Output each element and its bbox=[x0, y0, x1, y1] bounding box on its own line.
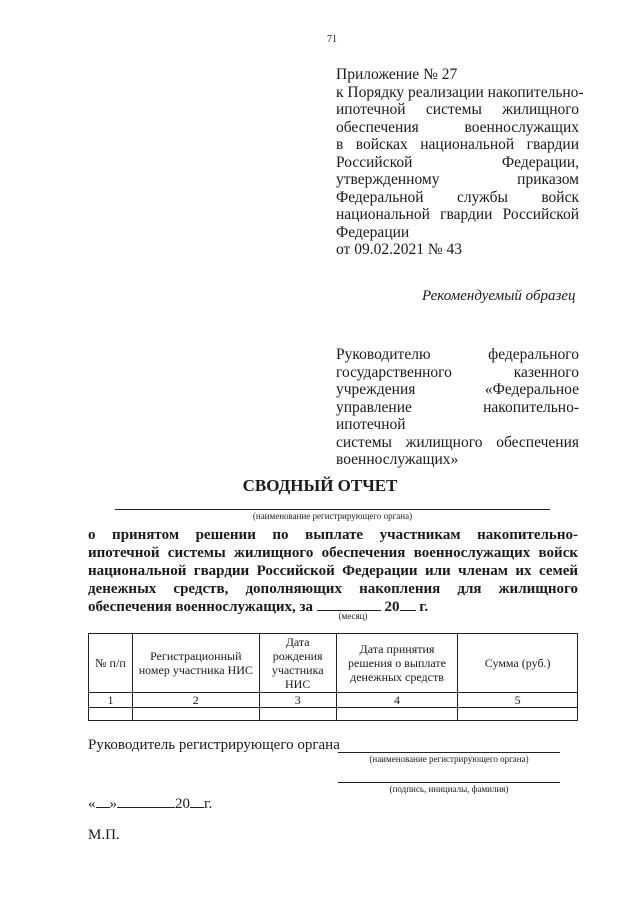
table-cell bbox=[89, 708, 133, 721]
signature-date bbox=[88, 795, 212, 813]
column-number: 5 bbox=[458, 693, 578, 708]
column-number-row bbox=[89, 693, 578, 708]
year-blank bbox=[400, 598, 416, 611]
document-title: СВОДНЫЙ ОТЧЕТ bbox=[242, 476, 398, 495]
organ-name-caption: (наименование регистрирующего органа) bbox=[252, 511, 413, 521]
appendix-line: Федеральной службы войск bbox=[336, 188, 579, 206]
column-header: Сумма (руб.) bbox=[458, 634, 578, 693]
recommended-sample-label: Рекомендуемый образец bbox=[422, 288, 576, 304]
appendix-line: к Порядку реализации накопительно- bbox=[336, 83, 584, 101]
signature-line bbox=[338, 782, 560, 783]
table-cell bbox=[458, 708, 578, 721]
year-prefix: 20 bbox=[384, 599, 400, 615]
column-header: Дата рождения участника НИС bbox=[259, 634, 336, 693]
date-year-blank bbox=[190, 795, 204, 808]
appendix-line: в войсках национальной гвардии bbox=[336, 136, 579, 153]
date-suffix: г. bbox=[204, 796, 213, 812]
table-row bbox=[89, 708, 578, 721]
column-header: Регистрационный номер участника НИС bbox=[132, 634, 259, 693]
page-number: 71 bbox=[327, 34, 337, 45]
subject-line: денежных средств, дополняющих накопления для жилищного bbox=[88, 581, 578, 597]
addressee-line: управление накопительно-ипотечной bbox=[336, 398, 579, 433]
appendix-line: утвержденному приказом bbox=[336, 171, 579, 188]
appendix-line: национальной гвардии Российской bbox=[336, 206, 579, 223]
month-blank bbox=[317, 598, 381, 611]
appendix-line: Приложение № 27 bbox=[336, 66, 458, 83]
head-label: Руководитель регистрирующего органа bbox=[88, 737, 340, 753]
appendix-line: Российской Федерации, bbox=[336, 153, 579, 171]
subject-last-line: обеспечения военнослужащих, за bbox=[88, 599, 314, 615]
addressee-line: учреждения «Федеральное bbox=[336, 381, 579, 398]
addressee-line: системы жилищного обеспечения bbox=[336, 433, 579, 451]
addressee-block bbox=[336, 346, 579, 469]
date-quote-open: « bbox=[88, 796, 96, 812]
appendix-block bbox=[336, 66, 584, 259]
report-subject bbox=[88, 526, 578, 616]
column-number: 1 bbox=[89, 693, 133, 708]
column-header: № п/п bbox=[89, 634, 133, 693]
column-header: Дата принятия решения о выплате денежных средств bbox=[336, 634, 458, 693]
table-cell bbox=[259, 708, 336, 721]
addressee-line: Руководителю федерального bbox=[336, 346, 579, 363]
month-blank bbox=[117, 795, 175, 808]
table-header-row bbox=[89, 634, 578, 693]
day-blank bbox=[96, 795, 110, 808]
appendix-line: от 09.02.2021 № 43 bbox=[336, 241, 462, 258]
table-cell bbox=[132, 708, 259, 721]
addressee-line: государственного казенного bbox=[336, 363, 579, 381]
year-suffix: г. bbox=[419, 599, 429, 615]
column-number: 3 bbox=[259, 693, 336, 708]
signature-caption: (подпись, инициалы, фамилия) bbox=[389, 784, 509, 794]
month-caption: (месяц) bbox=[338, 611, 368, 621]
subject-line: ипотечной системы жилищного обеспечения военнослужащих войск bbox=[88, 545, 578, 561]
head-organ-caption: (наименование регистрирующего органа) bbox=[369, 754, 529, 764]
appendix-line: ипотечной системы жилищного bbox=[336, 101, 579, 118]
report-table bbox=[88, 633, 578, 721]
stamp-place: М.П. bbox=[88, 827, 120, 843]
addressee-line: военнослужащих» bbox=[336, 451, 459, 468]
column-number: 2 bbox=[132, 693, 259, 708]
subject-line: о принятом решении по выплате участникам накопительно- bbox=[88, 527, 578, 543]
table-cell bbox=[336, 708, 458, 721]
subject-line: национальной гвардии Российской Федерации или членам их семей bbox=[88, 563, 578, 579]
date-quote-close: » bbox=[109, 796, 117, 812]
column-number: 4 bbox=[336, 693, 458, 708]
date-year-prefix: 20 bbox=[175, 796, 190, 812]
appendix-line: обеспечения военнослужащих bbox=[336, 118, 579, 136]
appendix-line: Федерации bbox=[336, 223, 410, 241]
organ-name-line bbox=[115, 509, 550, 510]
head-organ-line bbox=[338, 752, 560, 753]
